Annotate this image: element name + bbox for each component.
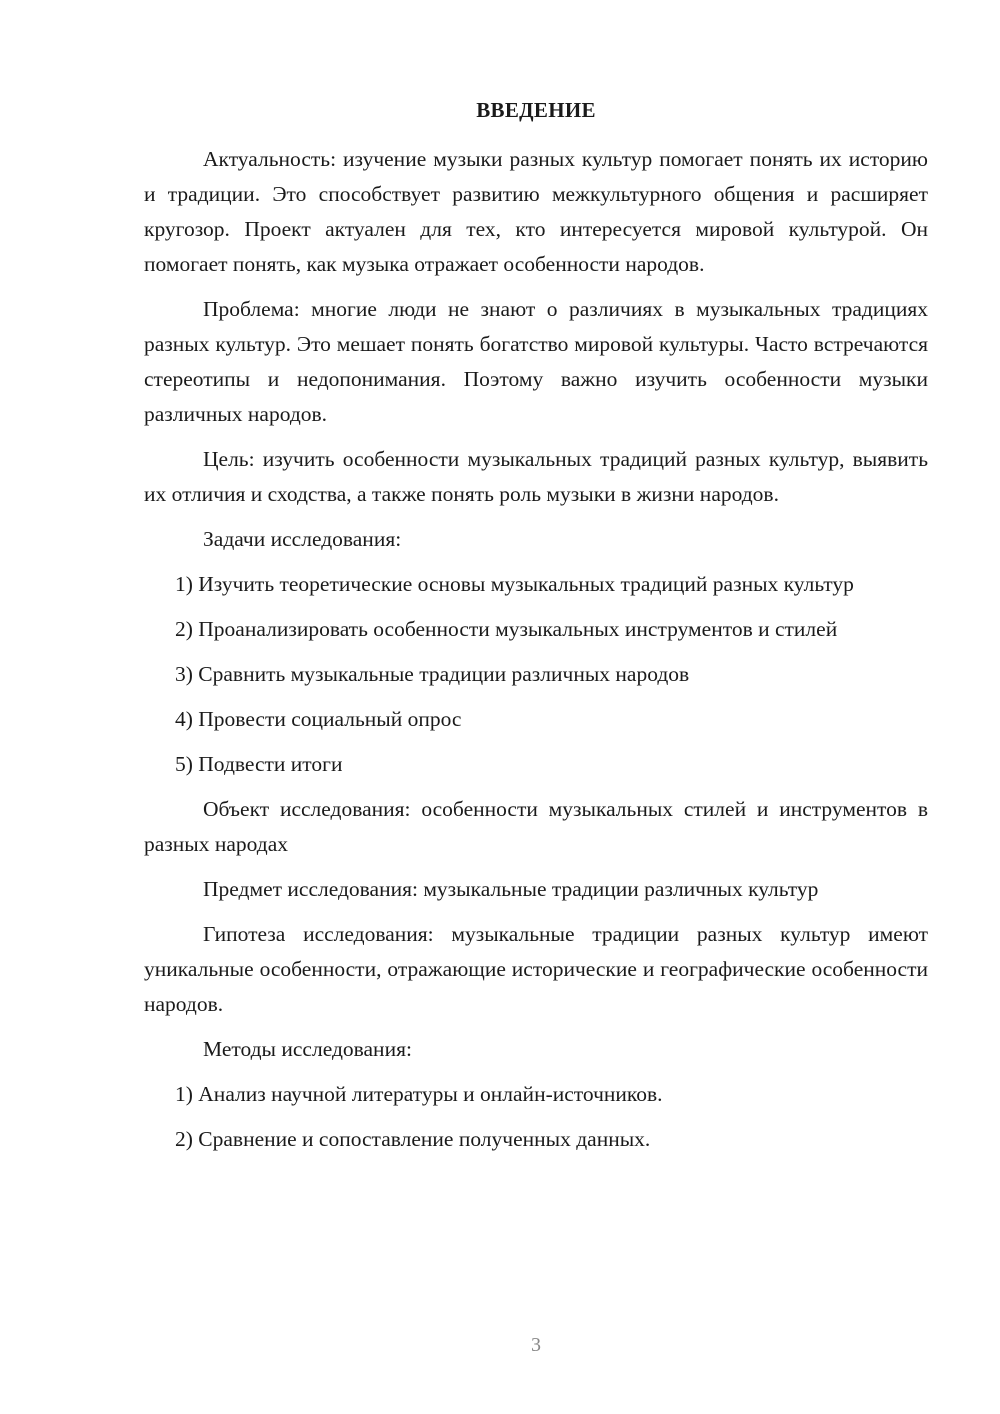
paragraph-object: Объект исследования: особенности музыкальных стилей и инструментов в разных народах [144,797,928,856]
task-item-3: 3) Сравнить музыкальные традиции различных народов [175,662,690,686]
method-item-1: 1) Анализ научной литературы и онлайн-источников. [175,1082,663,1106]
page-number: 3 [531,1334,541,1356]
paragraph-subject: Предмет исследования: музыкальные традиции различных культур [203,877,819,901]
methods-title: Методы исследования: [203,1037,412,1061]
paragraph-relevance: Актуальность: изучение музыки разных культур помогает понять их историю и традиции. Это способствует развитию межкультурного общения и расширяет кругозор. Проект актуален для тех, кто интересуется мировой культурой. Он помогает понять, как музыка отражает особенности народов. [144,147,928,276]
tasks-title: Задачи исследования: [203,527,402,551]
task-item-2: 2) Проанализировать особенности музыкальных инструментов и стилей [175,617,838,641]
document-body [144,142,928,1157]
task-item-4: 4) Провести социальный опрос [175,707,462,731]
paragraph-goal: Цель: изучить особенности музыкальных традиций разных культур, выявить их отличия и сходства, а также понять роль музыки в жизни народов. [144,447,928,506]
task-item-1: 1) Изучить теоретические основы музыкальных традиций разных культур [175,572,854,596]
task-item-5: 5) Подвести итоги [175,752,343,776]
page-heading: ВВЕДЕНИЕ [476,98,596,122]
paragraph-hypothesis: Гипотеза исследования: музыкальные традиции разных культур имеют уникальные особенности, отражающие исторические и географические особенности народов. [144,922,928,1016]
paragraph-problem: Проблема: многие люди не знают о различиях в музыкальных традициях разных культур. Это мешает понять богатство мировой культуры. Часто встречаются стереотипы и недопонимания. Поэтому важно изучить особенности музыки различных народов. [144,297,928,426]
method-item-2: 2) Сравнение и сопоставление полученных данных. [175,1127,651,1151]
